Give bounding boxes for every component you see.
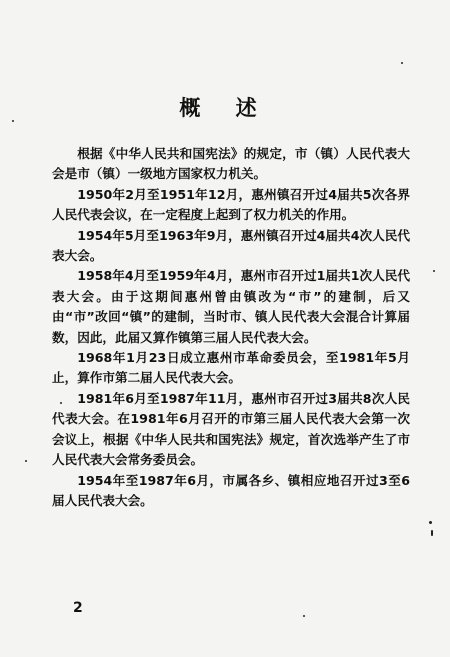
scan-speck [25,460,27,462]
paragraph-1950-1951: 1950年2月至1951年12月，惠州镇召开过4届共5次各界人民代表会议，在一定程度上起到了权力机关的作用。 [52,186,410,223]
body-text [52,144,410,511]
scan-speck [429,521,432,524]
paragraph-constitution: 根据《中华人民共和国宪法》的规定，市（镇）人民代表大会是市（镇）一级地方国家权力机关。 [52,146,410,182]
scan-speck [303,615,305,617]
scan-speck [12,120,14,122]
paragraph-1958-1959: 1958年4月至1959年4月，惠州市召开过1届共1次人民代表大会。由于这期间惠州曾由镇改为“市”的建制，后又由“市”改回“镇”的建制，当时市、镇人民代表大会混合计算届数，因此，此届又算作镇第三届人民代表大会。 [52,268,410,345]
scan-speck [401,62,403,64]
scan-speck [431,530,433,536]
scan-speck [60,402,62,404]
paragraph-1968-1981: 1968年1月23日成立惠州市革命委员会，至1981年5月止，算作市第二届人民代表大会。 [52,350,410,386]
paragraph-1954-1987: 1954年至1987年6月，市属各乡、镇相应地召开过3至6届人民代表大会。 [52,472,410,508]
scan-speck [433,270,435,272]
page-title: 概 述 [179,96,271,120]
paragraph-1981-1987: 1981年6月至1987年11月，惠州市召开过3届共8次人民代表大会。在1981年6月召开的市第三届人民代表大会第一次会议上，根据《中华人民共和国宪法》规定，首次选举产生了市人民代表大会常务委员会。 [52,390,410,468]
paragraph-1954-1963: 1954年5月至1963年9月，惠州镇召开过4届共4次人民代表大会。 [52,227,410,264]
page-number: 2 [73,600,83,616]
